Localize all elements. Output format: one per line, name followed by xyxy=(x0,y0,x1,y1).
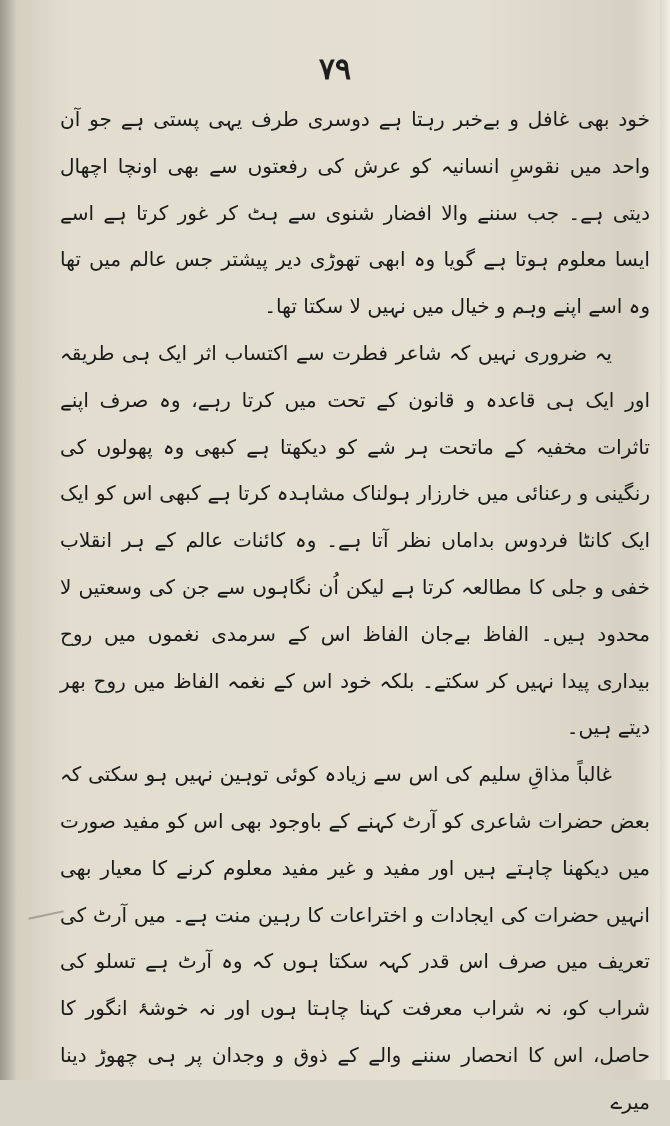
paragraph-3: غالباً مذاقِ سلیم کی اس سے زیادہ کوئی توہین نہیں ہو سکتی کہ بعض حضرات شاعری کو آرٹ کہنے کے باوجود بھی اس کو مفید صورت میں دیکھنا چاہتے ہیں اور مفید و غیر مفید معلوم کرنے کا معیار بھی انہیں حضرات کی ایجادات و اختراعات کا رہین منت ہے۔ میں آرٹ کی تعریف میں صرف اس قدر کہہ سکتا ہوں کہ وہ آرٹ ہے تسلو کی شراب کو، نہ شراب معرفت کہنا چاہتا ہوں اور نہ خوشۂ انگور کا حاصل، اس کا انحصار سننے والے کے ذوق و وجدان پر ہی چھوڑ دینا میرے xyxy=(60,762,650,1114)
page-number: ۷۹ xyxy=(318,52,352,87)
page-edge xyxy=(660,0,670,1080)
pencil-mark xyxy=(28,910,64,919)
page-body xyxy=(60,96,650,1126)
paragraph-1: خود بھی غافل و بےخبر رہتا ہے دوسری طرف یہی پستی ہے جو آن واحد میں نقوسِ انسانیہ کو عرش کی رفعتوں سے بھی اونچا اچھال دیتی ہے۔ جب سننے والا افضار شنوی سے ہٹ کر غور کرتا ہے اسے ایسا معلوم ہوتا ہے گویا وہ ابھی تھوڑی دیر پیشتر جس عالم میں تھا وہ اسے اپنے وہم و خیال میں نہیں لا سکتا تھا۔ xyxy=(60,107,650,319)
paragraph-2: یہ ضروری نہیں کہ شاعر فطرت سے اکتساب اثر ایک ہی طریقہ اور ایک ہی قاعدہ و قانون کے تحت میں کرتا رہے، وہ صرف اپنے تاثرات مخفیہ کے ماتحت ہر شے کو دیکھتا ہے کبھی وہ پھولوں کی رنگینی و رعنائی میں خارزار ہولناک مشاہدہ کرتا ہے کبھی اس کو ایک ایک کانٹا فردوس بداماں نظر آتا ہے۔ وہ کائنات عالم کے ہر انقلاب خفی و جلی کا مطالعہ کرتا ہے لیکن اُن نگاہوں سے جن کی وسعتیں لا محدود ہیں۔ الفاظ بےجان الفاظ اس کے سرمدی نغموں میں روح بیداری پیدا نہیں کر سکتے۔ بلکہ خود اس کے نغمہ الفاظ میں روح بھر دیتے ہیں۔ xyxy=(60,340,650,740)
binding-shadow xyxy=(0,0,18,1080)
